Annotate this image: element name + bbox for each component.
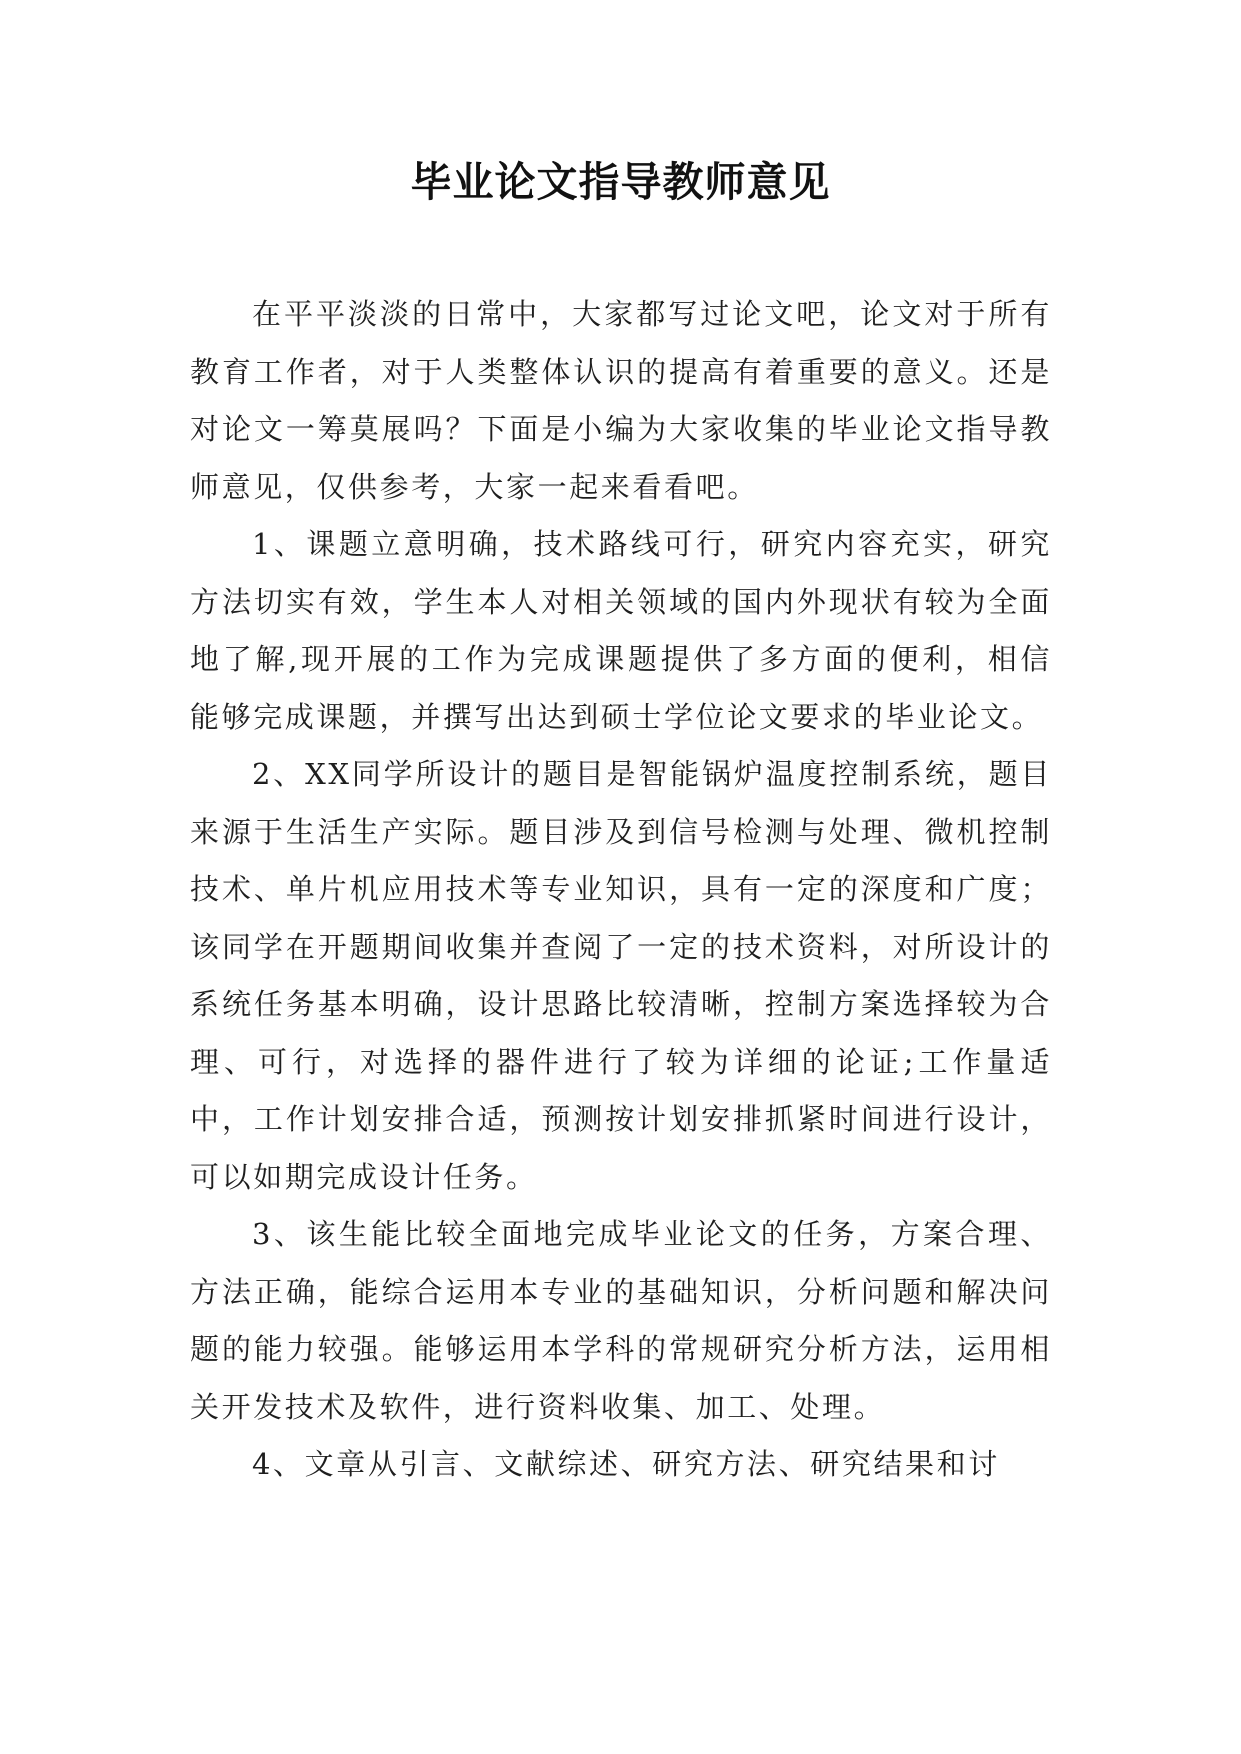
paragraph-opinion-3: 3、该生能比较全面地完成毕业论文的任务，方案合理、方法正确，能综合运用本专业的基础知识，分析问题和解决问题的能力较强。能够运用本学科的常规研究分析方法，运用相关开发技术及软件，进行资料收集、加工、处理。 <box>190 1217 1052 1424</box>
document-body <box>190 286 1052 1494</box>
paragraph-opinion-4: 4、文章从引言、文献综述、研究方法、研究结果和讨 <box>252 1447 1000 1481</box>
paragraph-intro: 在平平淡淡的日常中，大家都写过论文吧，论文对于所有教育工作者，对于人类整体认识的提高有着重要的意义。还是对论文一筹莫展吗？下面是小编为大家收集的毕业论文指导教师意见，仅供参考，大家一起来看看吧。 <box>190 297 1052 504</box>
paragraph-opinion-2: 2、XX同学所设计的题目是智能锅炉温度控制系统，题目来源于生活生产实际。题目涉及到信号检测与处理、微机控制技术、单片机应用技术等专业知识，具有一定的深度和广度；该同学在开题期间收集并查阅了一定的技术资料，对所设计的系统任务基本明确，设计思路比较清晰，控制方案选择较为合理、可行，对选择的器件进行了较为详细的论证;工作量适中，工作计划安排合适，预测按计划安排抓紧时间进行设计，可以如期完成设计任务。 <box>190 757 1052 1194</box>
paragraph-opinion-1: 1、课题立意明确，技术路线可行，研究内容充实，研究方法切实有效，学生本人对相关领域的国内外现状有较为全面地了解,现开展的工作为完成课题提供了多方面的便利，相信能够完成课题，并撰写出达到硕士学位论文要求的毕业论文。 <box>190 527 1052 734</box>
document-title: 毕业论文指导教师意见 <box>410 158 831 206</box>
